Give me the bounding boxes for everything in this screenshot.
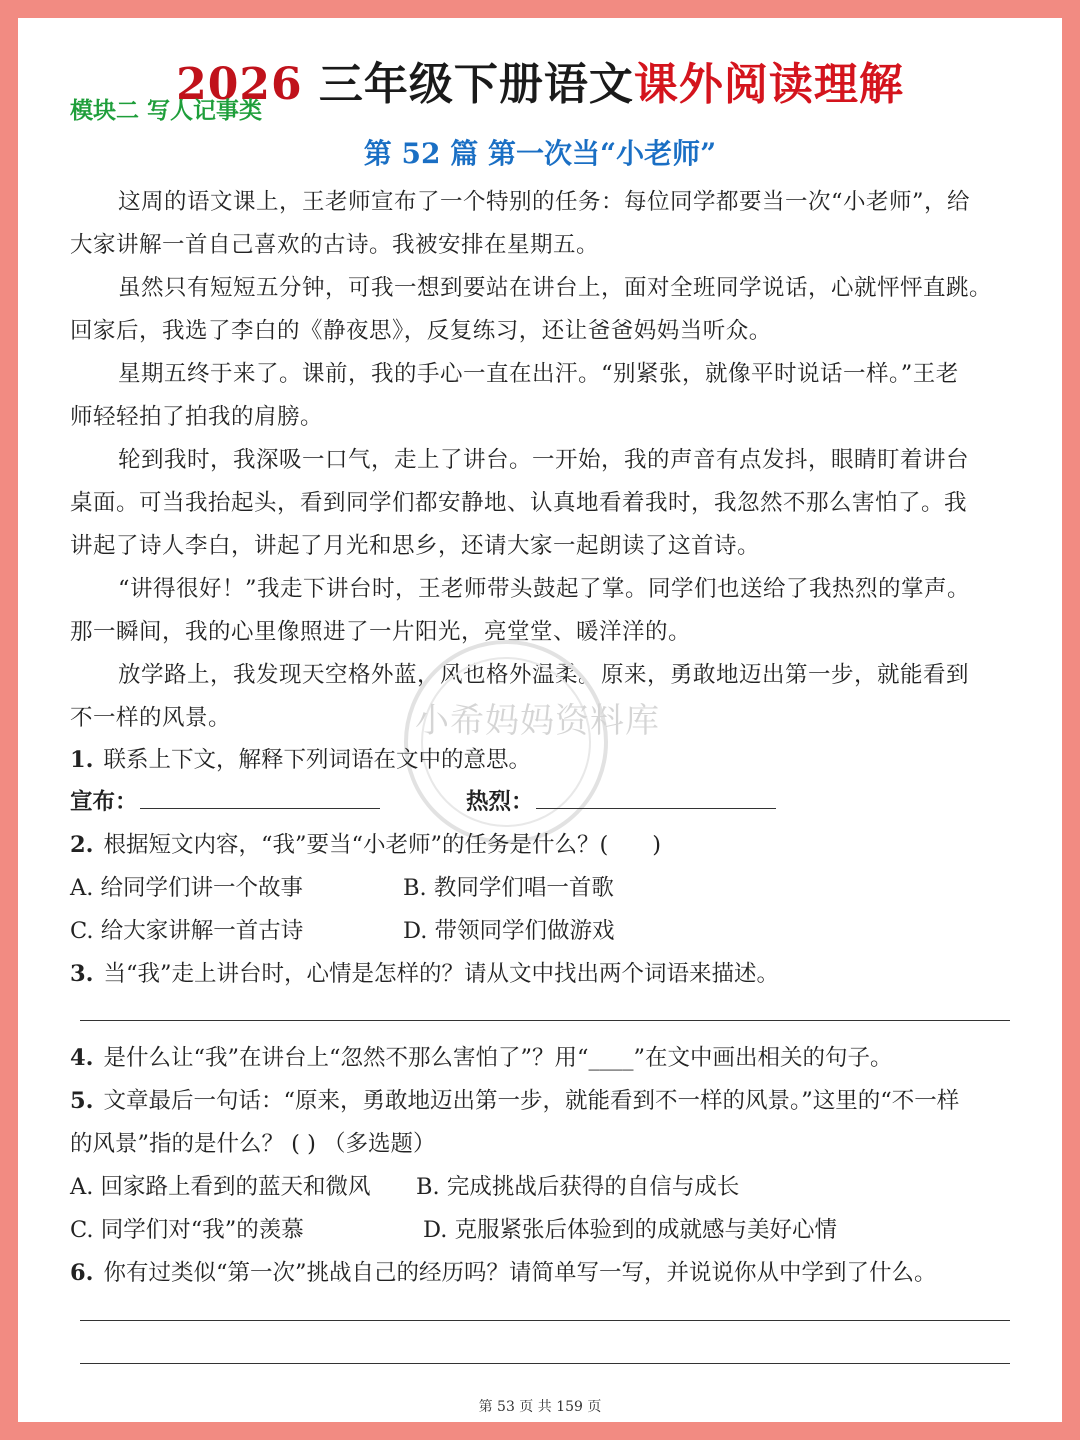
module-label: 模块二 写人记事类: [70, 97, 263, 124]
option-a[interactable]: A. 回家路上看到的蓝天和微风: [70, 1174, 371, 1200]
question-6: [70, 1255, 937, 1287]
question-number: 2.: [70, 832, 94, 858]
option-b[interactable]: B. 教同学们唱一首歌: [403, 875, 614, 901]
question-text: 是什么让“我”在讲台上“忽然不那么害怕了”？用“____”在文中画出相关的句子。: [103, 1045, 893, 1071]
article-line: 回家后，我选了李白的《静夜思》，反复练习，还让爸爸妈妈当听众。: [70, 318, 772, 344]
question-close-paren: ): [652, 832, 662, 858]
option-d[interactable]: D. 克服紧张后体验到的成就感与美好心情: [423, 1217, 838, 1243]
question-5: [70, 1083, 959, 1115]
article-line: 放学路上，我发现天空格外蓝，风也格外温柔。原来，勇敢地迈出第一步，就能看到: [118, 662, 970, 688]
option-a[interactable]: A. 给同学们讲一个故事: [70, 875, 304, 901]
question-text: 当“我”走上讲台时，心情是怎样的？请从文中找出两个词语来描述。: [103, 961, 780, 987]
article-line: 讲起了诗人李白，讲起了月光和思乡，还请大家一起朗读了这首诗。: [70, 533, 761, 559]
option-d[interactable]: D. 带领同学们做游戏: [403, 918, 615, 944]
option-b[interactable]: B. 完成挑战后获得的自信与成长: [416, 1174, 740, 1200]
article-title: 第 52 篇 第一次当“小老师”: [363, 137, 717, 170]
question-4: [70, 1040, 893, 1072]
article-line: 不一样的风景。: [70, 705, 232, 731]
question-number: 5.: [70, 1088, 94, 1114]
option-c[interactable]: C. 同学们对“我”的羡慕: [70, 1217, 304, 1243]
question-text: 文章最后一句话：“原来，勇敢地迈出第一步，就能看到不一样的风景。”这里的“不一样: [103, 1088, 960, 1114]
question-2: [70, 827, 661, 859]
answer-line-q6-2[interactable]: [80, 1363, 1010, 1364]
question-number: 1.: [70, 747, 94, 773]
question-text: 你有过类似“第一次”挑战自己的经历吗？请简单写一写，并说说你从中学到了什么。: [103, 1260, 937, 1286]
word-label-xuanbu: 宣布：: [70, 789, 138, 815]
question-number: 6.: [70, 1260, 94, 1286]
question-1: [70, 742, 531, 774]
question-number: 4.: [70, 1045, 94, 1071]
answer-blank-relie[interactable]: [536, 808, 776, 809]
article-line: “讲得很好！”我走下讲台时，王老师带头鼓起了掌。同学们也送给了我热烈的掌声。: [118, 576, 971, 602]
question-text: 根据短文内容，“我”要当“小老师”的任务是什么？(: [103, 832, 609, 858]
article-line: 那一瞬间，我的心里像照进了一片阳光，亮堂堂、暖洋洋的。: [70, 619, 692, 645]
article-line: 大家讲解一首自己喜欢的古诗。我被安排在星期五。: [70, 232, 600, 258]
article-line: 这周的语文课上，王老师宣布了一个特别的任务：每位同学都要当一次“小老师”，给: [118, 189, 971, 215]
article-line: 虽然只有短短五分钟，可我一想到要站在讲台上，面对全班同学说话，心就怦怦直跳。: [118, 275, 993, 301]
question-3: [70, 956, 779, 988]
title-year: 2026: [176, 59, 303, 110]
word-label-relie: 热烈：: [466, 789, 534, 815]
worksheet-page: [18, 18, 1062, 1422]
answer-blank-xuanbu[interactable]: [140, 808, 380, 809]
answer-line-q3[interactable]: [80, 1020, 1010, 1021]
answer-line-q6-1[interactable]: [80, 1320, 1010, 1321]
article-line: 星期五终于来了。课前，我的手心一直在出汗。“别紧张，就像平时说话一样。”王老: [118, 361, 959, 387]
option-c[interactable]: C. 给大家讲解一首古诗: [70, 918, 304, 944]
article-line: 桌面。可当我抬起头，看到同学们都安静地、认真地看着我时，我忽然不那么害怕了。我: [70, 490, 968, 516]
title-highlight: 课外阅读理解: [633, 59, 904, 110]
article-line: 轮到我时，我深吸一口气，走上了讲台。一开始，我的声音有点发抖，眼睛盯着讲台: [118, 447, 970, 473]
title-main: 三年级下册语文: [318, 59, 634, 110]
watermark-text: 小希妈妈资料库: [415, 701, 660, 741]
question-5-cont: 的风景”指的是什么？ ( ) （多选题）: [70, 1131, 436, 1157]
page-footer: 第 53 页 共 159 页: [478, 1399, 602, 1415]
question-text: 联系上下文，解释下列词语在文中的意思。: [103, 747, 532, 773]
question-number: 3.: [70, 961, 94, 987]
article-line: 师轻轻拍了拍我的肩膀。: [70, 404, 324, 430]
